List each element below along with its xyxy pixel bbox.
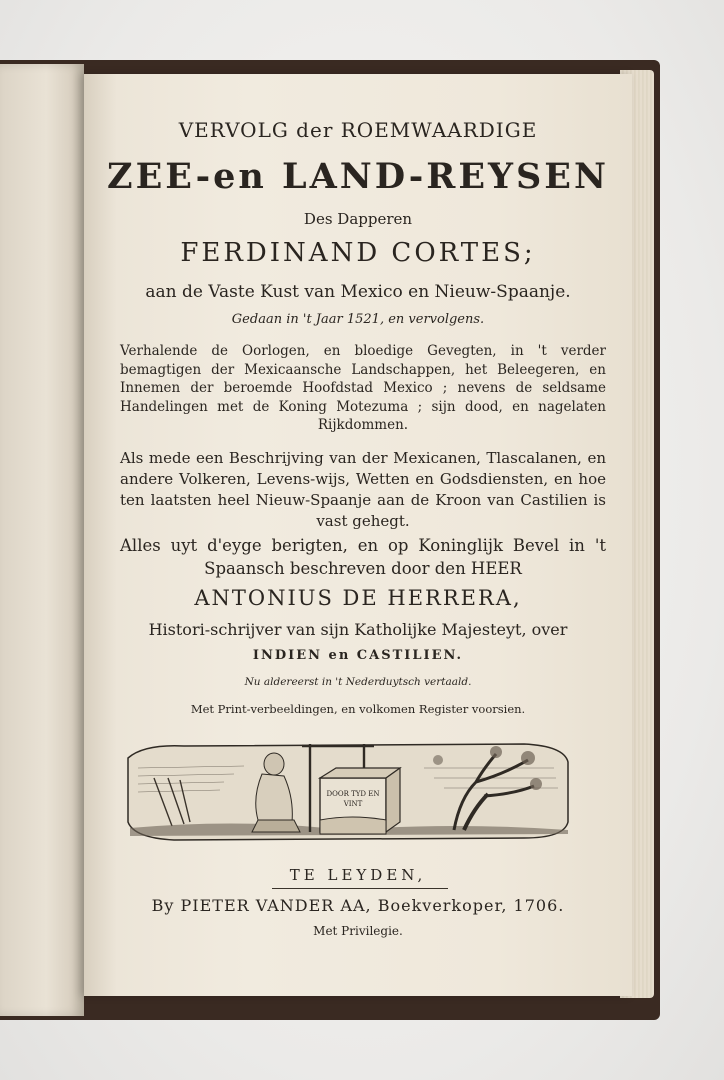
location-line: aan de Vaste Kust van Mexico en Nieuw-Spaanje. <box>145 282 571 302</box>
vignette-motto: DOOR TYD EN <box>326 790 380 798</box>
author-title: Histori-schrijver van sijn Katholijke Majesteyt, over <box>148 620 568 639</box>
regions-line: INDIEN en CASTILIEN. <box>252 648 464 663</box>
subtitle-des: Des Dapperen <box>303 210 413 228</box>
translation-note: Nu aldereerst in 't Nederduytsch vertaald. <box>244 676 472 688</box>
publisher-line: By PIETER VANDER AA, Boekverkoper, 1706. <box>151 896 565 915</box>
place-of-publication: TE LEYDEN, <box>289 866 427 884</box>
vignette-motto-2: VINT <box>343 800 363 808</box>
subject-name: FERDINAND CORTES; <box>180 238 536 268</box>
author-name: ANTONIUS DE HERRERA, <box>194 586 522 610</box>
main-title: ZEE-en LAND-REYSEN <box>107 156 609 197</box>
date-line: Gedaan in 't Jaar 1521, en vervolgens. <box>231 312 485 327</box>
divider-rule <box>272 888 448 889</box>
left-page <box>0 64 84 1016</box>
title-page <box>84 74 632 996</box>
description-paragraph-2: Als mede een Beschrijving van der Mexicanen, Tlascalanen, en andere Volkeren, Levens-wijs, Wetten en Godsdiensten, en hoe ten laatsten heel Nieuw-Spaanje aan de Kroon van Castilien is vast gehegt. <box>120 449 606 530</box>
privilege-line: Met Privilegie. <box>313 924 403 938</box>
illustrations-note: Met Print-verbeeldingen, en volkomen Register voorsien. <box>190 702 526 716</box>
description-paragraph: Verhalende de Oorlogen, en bloedige Gevegten, in 't verder bemagtigen der Mexicaansche Landschappen, het Beleegeren, en Innemen der beroemde Hoofdstad Mexico ; nevens de seldsame Handelingen met de Koning Motezuma ; sijn dood, en nagelaten Rijkdommen. <box>120 343 606 433</box>
engraved-vignette <box>124 738 572 844</box>
heading-vervolg: VERVOLG der ROEMWAARDIGE <box>178 118 538 142</box>
source-paragraph: Alles uyt d'eyge berigten, en op Koninglijk Bevel in 't Spaansch beschreven door den HEER <box>120 536 606 578</box>
